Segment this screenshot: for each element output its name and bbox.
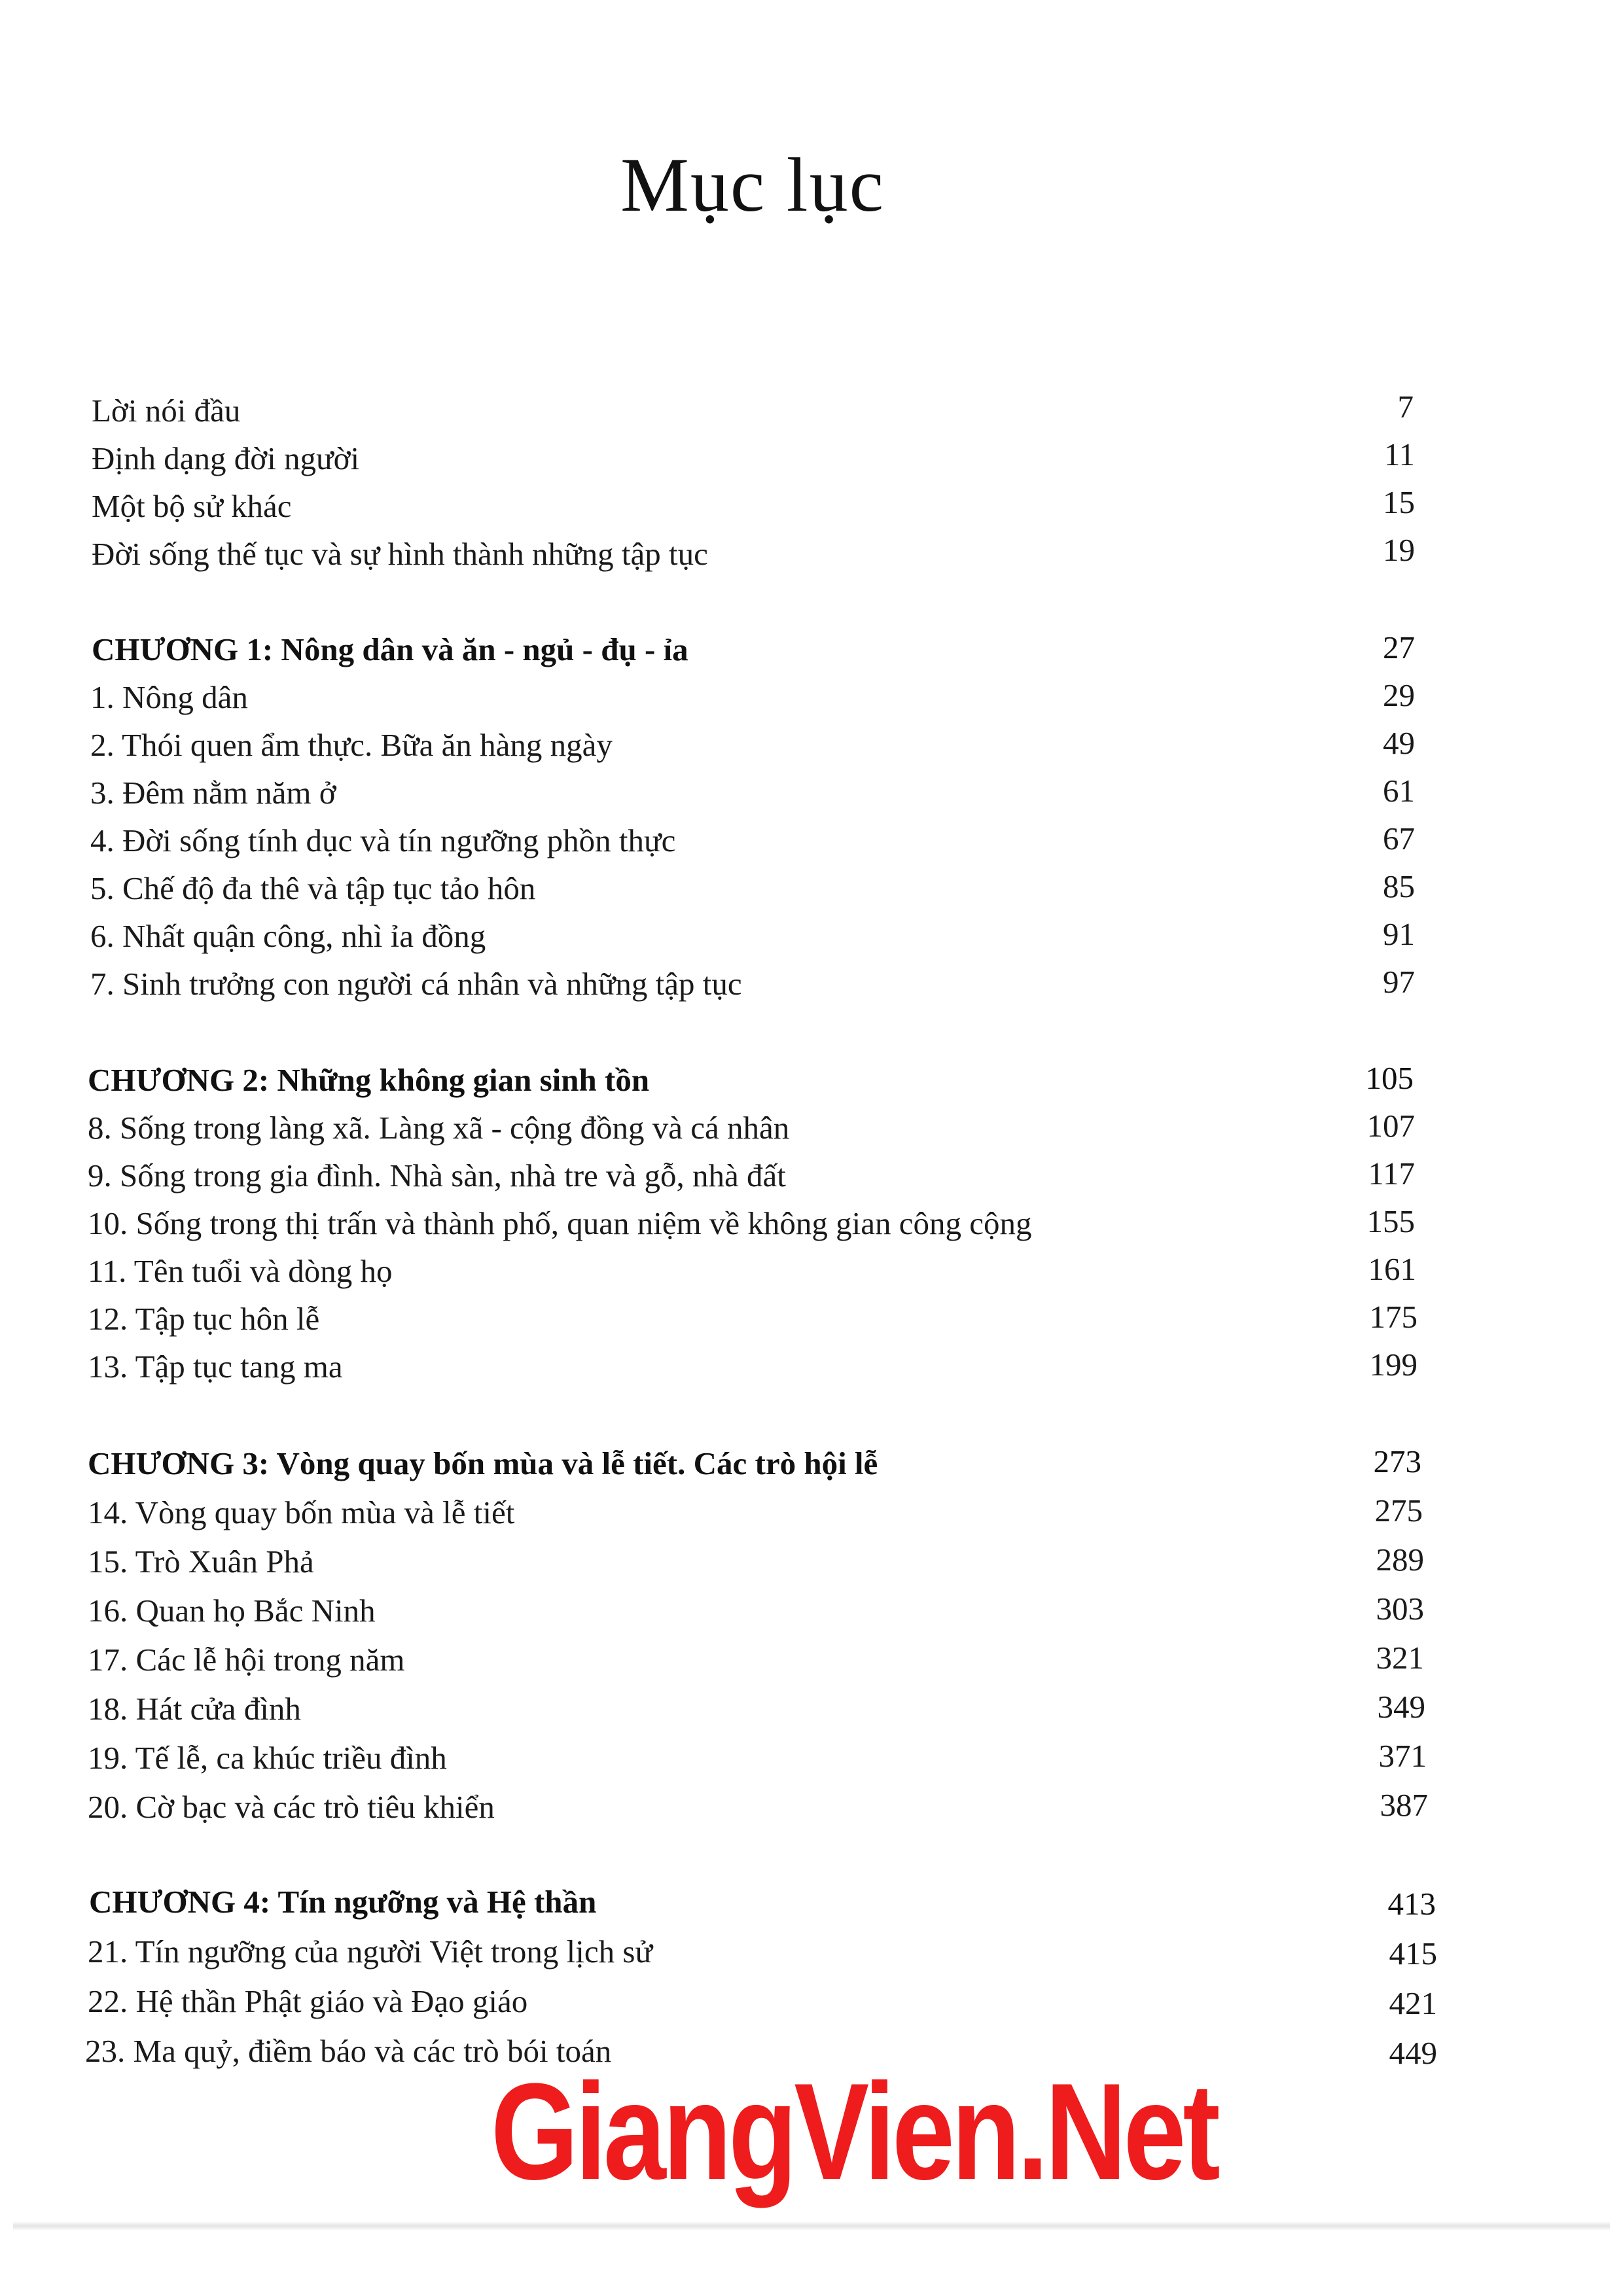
toc-entry-page: 289 [1376,1542,1424,1578]
toc-entry-label: Lời nói đầu [92,393,241,429]
toc-chapter-label: CHƯƠNG 2: Những không gian sinh tồn [88,1062,650,1098]
toc-entry-label: 12. Tập tục hôn lễ [88,1301,320,1337]
toc-entry-page: 85 [1383,868,1415,904]
toc-entry-page: 49 [1383,725,1415,761]
toc-entry-label: 3. Đêm nằm năm ở [90,775,336,811]
toc-entry-label: 17. Các lễ hội trong năm [88,1642,405,1678]
toc-entry-label: Định dạng đời người [92,440,360,476]
toc-entry-label: 22. Hệ thần Phật giáo và Đạo giáo [88,1983,528,2019]
toc-entry-page: 349 [1377,1689,1425,1725]
toc-entry-page: 199 [1369,1347,1418,1383]
toc-entry-page: 449 [1389,2035,1437,2071]
toc-entry-page: 303 [1376,1591,1424,1627]
toc-entry-page: 97 [1383,964,1415,1000]
toc-entry-page: 29 [1383,677,1415,713]
toc-entry-page: 421 [1389,1985,1437,2021]
toc-entry-label: 15. Trò Xuân Phả [88,1544,314,1580]
watermark-logo: GiangVien.Net [491,2055,1217,2208]
toc-chapter-label: CHƯƠNG 4: Tín ngưỡng và Hệ thần [89,1884,597,1920]
toc-entry-label: 5. Chế độ đa thê và tập tục tảo hôn [90,870,536,906]
toc-entry-label: 9. Sống trong gia đình. Nhà sàn, nhà tre và gỗ, nhà đất [88,1157,786,1193]
toc-entry-label: 16. Quan họ Bắc Ninh [88,1593,376,1629]
toc-entry-page: 67 [1383,821,1415,857]
toc-entry-page: 371 [1378,1738,1427,1774]
toc-chapter-page: 273 [1373,1443,1421,1479]
page-title: Mục lục [620,142,885,228]
toc-entry-page: 117 [1368,1156,1415,1192]
toc-chapter-label: CHƯƠNG 3: Vòng quay bốn mùa và lễ tiết. Các trò hội lễ [88,1445,878,1481]
toc-entry-label: 8. Sống trong làng xã. Làng xã - cộng đồng và cá nhân [88,1110,790,1146]
toc-entry-label: 20. Cờ bạc và các trò tiêu khiển [88,1789,495,1825]
toc-entry-page: 155 [1366,1203,1415,1239]
toc-entry-label: 11. Tên tuổi và dòng họ [88,1253,393,1289]
toc-entry-page: 107 [1366,1108,1415,1144]
scan-edge-shadow [13,2221,1610,2231]
toc-entry-page: 7 [1397,389,1414,425]
toc-entry-label: Một bộ sử khác [92,488,292,524]
toc-entry-label: 23. Ma quỷ, điềm báo và các trò bói toán [85,2033,612,2069]
toc-entry-page: 275 [1374,1492,1423,1528]
toc-entry-label: 1. Nông dân [90,679,248,715]
toc-entry-label: 2. Thói quen ẩm thực. Bữa ăn hàng ngày [90,727,613,763]
toc-entry-label: Đời sống thế tục và sự hình thành những tập tục [92,536,708,572]
toc-entry-page: 19 [1383,532,1415,568]
toc-entry-label: 7. Sinh trưởng con người cá nhân và những tập tục [90,966,742,1002]
toc-entry-label: 13. Tập tục tang ma [88,1349,343,1385]
toc-chapter-page: 27 [1383,629,1415,665]
toc-entry-label: 18. Hát cửa đình [88,1691,301,1727]
toc-entry-label: 4. Đời sống tính dục và tín ngưỡng phồn thực [90,822,676,858]
toc-entry-label: 21. Tín ngưỡng của người Việt trong lịch sử [88,1934,653,1969]
toc-chapter-label: CHƯƠNG 1: Nông dân và ăn - ngủ - đụ - ỉa [92,631,688,667]
toc-entry-label: 19. Tế lễ, ca khúc triều đình [88,1740,447,1776]
toc-entry-page: 175 [1369,1299,1418,1335]
toc-entry-page: 15 [1383,484,1415,520]
toc-entry-label: 10. Sống trong thị trấn và thành phố, quan niệm về không gian công cộng [88,1205,1032,1241]
toc-chapter-page: 413 [1387,1886,1436,1922]
toc-entry-page: 11 [1383,436,1415,472]
toc-entry-label: 6. Nhất quận công, nhì ỉa đồng [90,918,486,954]
toc-entry-page: 61 [1383,773,1415,809]
toc-entry-page: 161 [1368,1251,1416,1287]
toc-entry-page: 387 [1380,1787,1428,1823]
toc-entry-page: 321 [1376,1640,1424,1676]
toc-entry-page: 415 [1389,1935,1437,1971]
toc-entry-page: 91 [1383,916,1415,952]
toc-chapter-page: 105 [1365,1060,1414,1096]
toc-entry-label: 14. Vòng quay bốn mùa và lễ tiết [88,1494,515,1530]
